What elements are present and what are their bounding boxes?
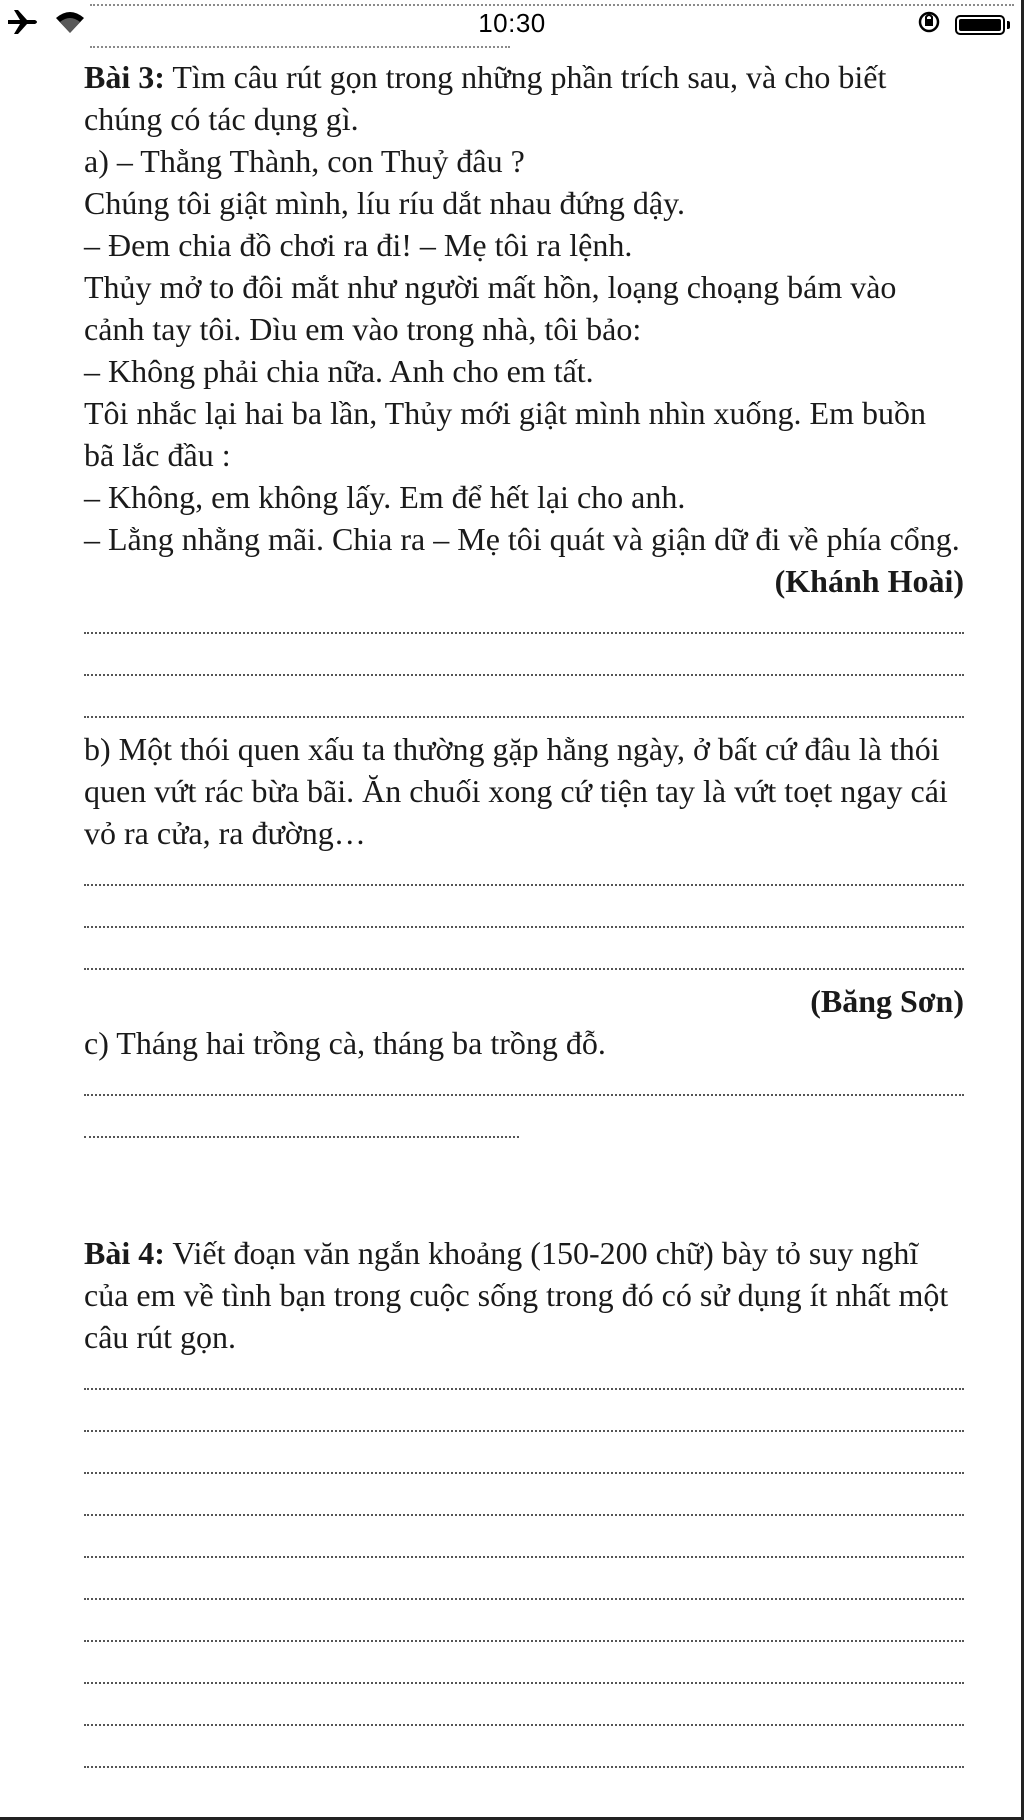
battery-icon [955,15,1005,35]
answer-line [84,1610,964,1652]
answer-line [84,1736,964,1778]
answer-line [84,1106,964,1148]
part-a-line: – Không, em không lấy. Em để hết lại cho anh. [84,479,686,515]
spacer [84,1148,964,1232]
answer-line [84,1358,964,1400]
exercise4-heading [84,1232,964,1358]
answer-line [84,1526,964,1568]
part-c-text: c) Tháng hai trồng cà, tháng ba trồng đỗ. [84,1025,606,1061]
answer-line [84,1652,964,1694]
part-a-author: (Khánh Hoài) [774,563,964,599]
answer-line [84,1694,964,1736]
answer-line [84,1064,964,1106]
part-a-line: a) – Thằng Thành, con Thuỷ đâu ? [84,143,525,179]
answer-line [84,938,964,980]
answer-line [84,896,964,938]
scan-dotted-line [90,46,510,48]
answer-line [84,1442,964,1484]
answer-line [84,686,964,728]
answer-line [84,1568,964,1610]
status-right [917,10,1010,39]
answer-line [84,854,964,896]
part-a-line: Chúng tôi giật mình, líu ríu dắt nhau đứng dậy. [84,185,685,221]
exercise3-label: Bài 3: [84,59,165,95]
answer-line [84,602,964,644]
part-a-line: Tôi nhắc lại hai ba lần, Thủy mới giật mình nhìn xuống. Em buồn bã lắc đầu : [84,395,926,473]
answer-line [84,1400,964,1442]
battery-tip [1007,21,1010,29]
exercise4-prompt: Viết đoạn văn ngắn khoảng (150-200 chữ) bày tỏ suy nghĩ của em về tình bạn trong cuộc sống trong đó có sử dụng ít nhất một câu rút gọn. [84,1235,949,1355]
part-a-line: Thủy mở to đôi mắt như người mất hồn, loạng choạng bám vào cảnh tay tôi. Dìu em vào trong nhà, tôi bảo: [84,269,897,347]
status-bar [0,0,1024,48]
part-b-author: (Băng Sơn) [810,983,964,1019]
status-time: 10:30 [478,8,546,38]
exercise3-heading [84,56,964,140]
answer-line [84,644,964,686]
part-a-line: – Lằng nhằng mãi. Chia ra – Mẹ tôi quát và giận dữ đi về phía cổng. [84,521,960,557]
exercise3-prompt: Tìm câu rút gọn trong những phần trích sau, và cho biết chúng có tác dụng gì. [84,59,887,137]
scan-dotted-line [90,4,1014,6]
exercise4-label: Bài 4: [84,1235,165,1271]
orientation-lock-icon [917,10,941,39]
part-a-line: – Không phải chia nữa. Anh cho em tất. [84,353,594,389]
part-a-line: – Đem chia đồ chơi ra đi! – Mẹ tôi ra lệnh. [84,227,633,263]
answer-line [84,1484,964,1526]
part-b-text: b) Một thói quen xấu ta thường gặp hằng ngày, ở bất cứ đâu là thói quen vứt rác bừa bãi. Ăn chuối xong cứ tiện tay là vứt toẹt ngay cái vỏ ra cửa, ra đường… [84,731,948,851]
worksheet [84,56,964,1778]
